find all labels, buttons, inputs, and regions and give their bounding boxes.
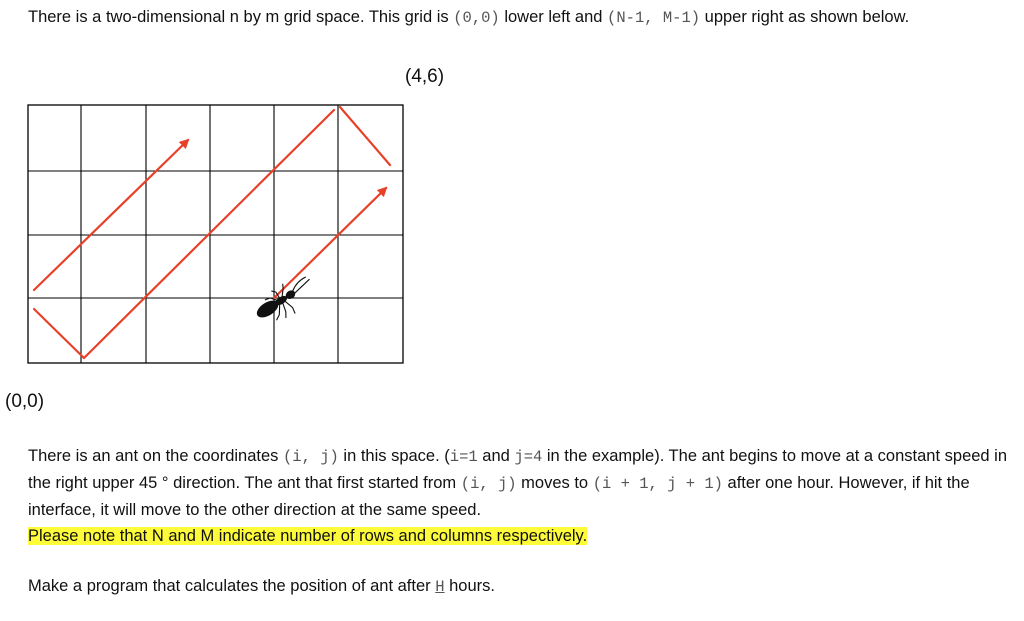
make-paragraph xyxy=(28,573,1013,600)
intro-text-3: upper right as shown below. xyxy=(700,8,910,26)
ant-text-2: in this space. ( xyxy=(338,447,450,465)
ant-icon xyxy=(251,271,321,331)
ant-paragraph xyxy=(28,443,1013,549)
grid xyxy=(28,105,403,363)
ant-code-i-value: i=1 xyxy=(449,448,478,466)
intro-text-1: There is a two-dimensional n by m grid space. This grid is xyxy=(28,8,454,26)
ant-text-4: in the example). The ant begins to move at a constant speed in the right upper 45 ° direction. The ant that first started from xyxy=(28,447,1008,492)
ant-code-next: (i + 1, j + 1) xyxy=(592,475,723,493)
make-text-1: Make a program that calculates the position of ant after xyxy=(28,577,436,595)
ant-legs xyxy=(262,271,320,323)
hours-variable: H xyxy=(435,578,445,596)
path-segment-left-long xyxy=(34,140,188,290)
path-segment-start xyxy=(274,188,386,298)
ant-path xyxy=(34,107,390,358)
ant-abdomen xyxy=(254,297,281,321)
path-segment-bounce-top xyxy=(340,107,390,165)
intro-text-2: lower left and xyxy=(499,8,608,26)
highlighted-note: Please note that N and M indicate number of rows and columns respectively. xyxy=(28,527,588,545)
ant-text-3: and xyxy=(477,447,515,465)
ant-code-start: (i, j) xyxy=(460,475,517,493)
ant-code-j-value: j=4 xyxy=(514,448,543,466)
path-segment-main-diagonal xyxy=(84,110,334,358)
make-text-2: hours. xyxy=(444,577,495,595)
lower-left-coordinate-label: (0,0) xyxy=(5,391,45,412)
path-segment-bounce-down xyxy=(34,309,84,358)
ant-text-6: after one hour. However, if hit the interface, it will move to the other direction at the same speed. xyxy=(28,474,970,519)
ant-code-ij: (i, j) xyxy=(283,448,339,466)
upper-right-coordinate-label: (4,6) xyxy=(405,66,445,87)
ant-text-1: There is an ant on the coordinates xyxy=(28,447,283,465)
origin-code: (0,0) xyxy=(453,9,500,27)
ant-head xyxy=(284,289,297,301)
upper-right-code: (N-1, M-1) xyxy=(607,9,701,27)
grid-border xyxy=(28,105,403,363)
ant-text-5: moves to xyxy=(516,474,593,492)
ant-thorax xyxy=(274,294,289,307)
intro-paragraph xyxy=(28,4,1013,31)
